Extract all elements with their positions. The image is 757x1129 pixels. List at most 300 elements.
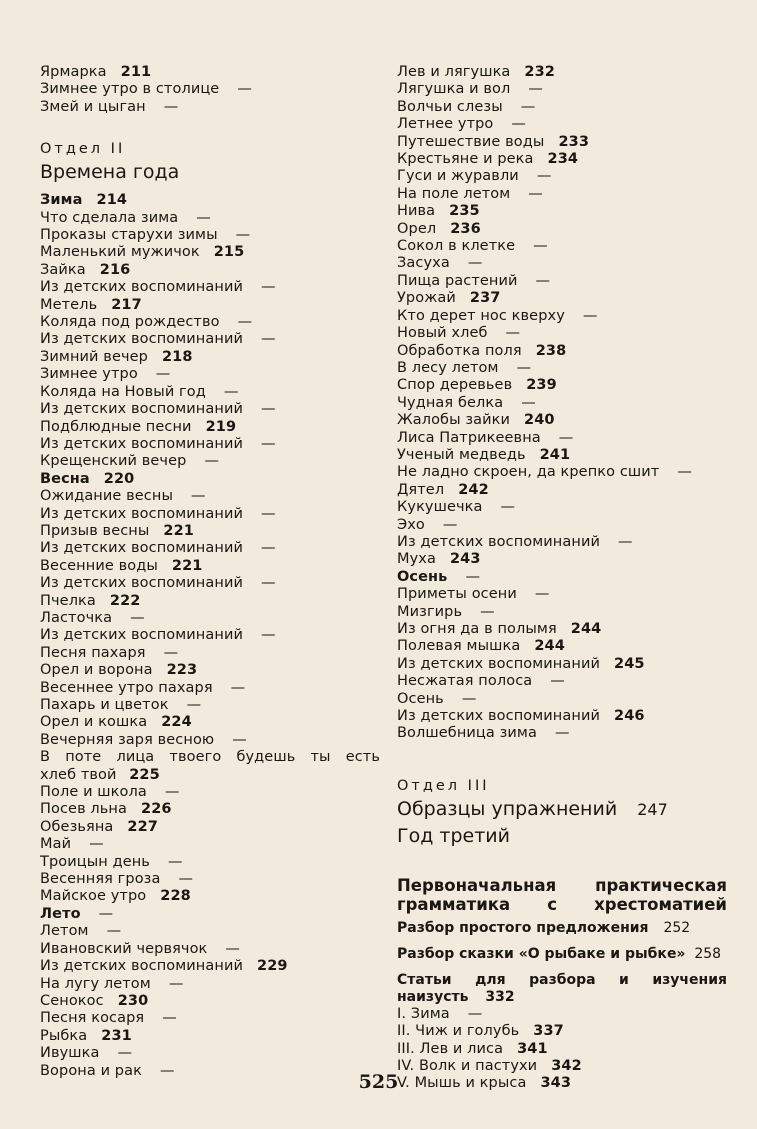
left-entry-page: 214: [96, 192, 128, 209]
right-entry: [397, 447, 727, 464]
left-entry-title: Из детских воспоминаний: [40, 505, 243, 522]
grammar-entry-2-title: Разбор сказки «О рыбаке и рыбке»: [397, 945, 686, 962]
left-entry-title: Из детских воспоминаний: [40, 331, 243, 348]
articles-page: 332: [485, 988, 515, 1005]
articles-line1: Статьи для разбора и изучения: [397, 971, 727, 988]
left-entry: [40, 906, 380, 923]
left-entry-page: —: [159, 1062, 175, 1079]
left-entry: [40, 453, 380, 470]
left-entry: [40, 523, 380, 540]
right-entry: [397, 308, 727, 325]
right-entry-page: —: [521, 394, 536, 411]
right-entry-title: Волшебница зима: [397, 725, 537, 742]
left-entry-page: —: [155, 366, 171, 383]
right-entry-page: —: [461, 690, 477, 707]
left-entry: [40, 819, 380, 836]
left-entry-title: Пчелка: [40, 592, 96, 609]
right-entry: [397, 691, 727, 708]
right-entry-title: Спор деревьев: [397, 377, 513, 394]
left-entry: [40, 262, 380, 279]
left-entry-title: Коляда на Новый год: [40, 383, 206, 400]
left-entry-title: Ивушка: [40, 1045, 100, 1062]
right-entry-page: 245: [614, 655, 645, 672]
left-entry: [40, 227, 380, 244]
left-entry-title: Змей и цыган: [40, 98, 146, 115]
section-3-title-row: [397, 797, 727, 822]
right-entry-page: 239: [526, 377, 557, 394]
roman-entry-page: 341: [517, 1040, 548, 1057]
right-entry-page: 234: [547, 151, 579, 168]
right-entry-page: 246: [614, 708, 645, 725]
right-entry-title: Гуси и журавли: [397, 168, 519, 185]
right-entry: [397, 151, 727, 168]
right-entry-page: 240: [524, 412, 555, 429]
left-entry-title: Весна: [40, 470, 90, 487]
left-entry: [40, 384, 380, 401]
right-entry-title: Летнее утро: [397, 116, 494, 133]
roman-entry-page: —: [467, 1005, 483, 1022]
right-entry-title: Обработка поля: [397, 342, 522, 359]
right-entry-page: —: [480, 603, 495, 620]
left-entries-top: [40, 64, 380, 116]
right-entry: [397, 586, 727, 603]
long-entry-line2-text: хлеб твой: [40, 766, 117, 783]
left-entry-title: Пахарь и цветок: [40, 697, 169, 713]
roman-entry: [397, 1023, 727, 1040]
left-entry-page: —: [261, 401, 276, 418]
left-entry: [40, 801, 380, 818]
left-entry-title: Весенняя гроза: [40, 871, 161, 888]
left-entry-title: Ярмарка: [40, 64, 107, 80]
right-entry: [397, 412, 727, 429]
left-entry: [40, 244, 380, 261]
left-entry-page: 216: [99, 261, 131, 278]
left-entry-page: 224: [161, 714, 192, 731]
right-entry: [397, 517, 727, 534]
left-entry: [40, 941, 380, 958]
left-entry: [40, 854, 380, 871]
right-entry-title: В лесу летом: [397, 359, 499, 376]
right-entry: [397, 168, 727, 185]
left-entry-page: —: [261, 505, 276, 522]
long-entry: [40, 749, 380, 784]
left-entry-title: Из детских воспоминаний: [40, 627, 243, 644]
grammar-entry-1: [397, 920, 727, 937]
right-entry: [397, 238, 727, 255]
right-entry-title: Несжатая полоса: [397, 673, 533, 690]
right-entry: [397, 186, 727, 203]
left-entry: [40, 279, 380, 296]
left-entry-title: Из детских воспоминаний: [40, 540, 243, 557]
left-entry-title: Троицын день: [40, 853, 150, 870]
grammar-entry-1-title: Разбор простого предложения: [397, 919, 649, 936]
left-entry: [40, 976, 380, 993]
left-entry: [40, 871, 380, 888]
right-entry-title: Пища растений: [397, 272, 518, 289]
articles-line2: [397, 989, 727, 1006]
left-entry-page: —: [98, 905, 114, 922]
left-entry-title: Призыв весны: [40, 522, 150, 539]
left-entry: [40, 314, 380, 331]
left-entry-page: —: [261, 575, 276, 592]
left-entry: [40, 888, 380, 905]
left-entry-page: 220: [103, 470, 135, 487]
left-entry: [40, 1045, 380, 1062]
long-entry-page: 225: [129, 766, 160, 783]
left-entry: [40, 1010, 380, 1027]
left-entry-page: 222: [109, 592, 141, 609]
right-entry-title: Засуха: [397, 255, 450, 272]
left-entry-title: Орел и кошка: [40, 714, 148, 731]
right-entry: [397, 708, 727, 725]
right-entry-title: Муха: [397, 551, 436, 568]
left-entries-summer: [40, 784, 380, 1080]
right-entries: [397, 64, 727, 743]
left-entry-title: Посев льна: [40, 801, 128, 818]
right-entry-page: —: [516, 359, 532, 376]
right-entry-title: Из детских воспоминаний: [397, 655, 600, 672]
right-entry: [397, 621, 727, 638]
right-entry-page: —: [535, 272, 551, 289]
section-3-title: Образцы упражнений: [397, 797, 618, 820]
left-entry-page: —: [261, 435, 276, 452]
left-entry-page: 223: [166, 662, 198, 679]
left-entry: [40, 958, 380, 975]
right-entry-title: Волчьи слезы: [397, 98, 503, 115]
left-entry: [40, 210, 380, 227]
right-entry-title: Осень: [397, 568, 448, 585]
left-entry-title: Вечерняя заря весною: [40, 731, 215, 748]
right-entry-title: Эхо: [397, 516, 425, 533]
left-entry: [40, 662, 380, 679]
left-entry-title: Песня косаря: [40, 1010, 145, 1027]
roman-entry-page: 342: [551, 1058, 582, 1075]
right-entry-title: Жалобы зайки: [397, 412, 511, 429]
right-entry-title: Лиса Патрикеевна: [397, 429, 541, 446]
right-entry-page: —: [677, 464, 692, 481]
right-entry-page: —: [505, 325, 521, 342]
right-entry-page: —: [500, 499, 516, 516]
left-entry-title: Ожидание весны: [40, 488, 174, 505]
right-entry-page: —: [550, 673, 565, 690]
left-entry-page: 218: [161, 348, 193, 365]
roman-entry-title: II. Чиж и голубь: [397, 1023, 520, 1040]
right-entry: [397, 395, 727, 412]
left-entry-page: —: [163, 644, 179, 661]
right-entry-title: Из детских воспоминаний: [397, 708, 600, 725]
left-entry-page: —: [232, 731, 247, 748]
right-entry-title: Сокол в клетке: [397, 238, 516, 255]
right-entry-title: Полевая мышка: [397, 638, 521, 655]
page-number: 525: [358, 1071, 399, 1093]
right-entry-page: —: [528, 185, 543, 202]
section-3-subtitle: Год третий: [397, 824, 510, 847]
left-entry: [40, 610, 380, 627]
left-column: [40, 64, 380, 1080]
left-entry-title: Летом: [40, 923, 89, 940]
left-entry-title: Ворона и рак: [40, 1062, 142, 1079]
right-entry-page: —: [618, 533, 633, 550]
left-entry-page: —: [237, 314, 253, 331]
left-entry-page: —: [223, 383, 239, 400]
left-entry-title: Метель: [40, 296, 98, 313]
left-entry-title: Из детских воспоминаний: [40, 401, 243, 418]
left-entry: [40, 64, 380, 81]
right-entry-page: 232: [524, 64, 555, 80]
grammar-heading-line1: Первоначальная практическая: [397, 875, 727, 895]
roman-entry: [397, 1006, 727, 1023]
left-entry-page: —: [106, 923, 122, 940]
left-entry-title: Обезьяна: [40, 818, 114, 835]
roman-entry-page: 343: [540, 1075, 572, 1092]
right-entry-title: Из огня да в полымя: [397, 621, 557, 637]
left-entry: [40, 297, 380, 314]
left-entry-title: Май: [40, 836, 72, 853]
right-entry-page: 241: [539, 446, 571, 463]
left-entry: [40, 680, 380, 697]
left-entry: [40, 784, 380, 801]
right-entry: [397, 569, 727, 586]
left-entry: [40, 540, 380, 557]
left-entry-title: Зимнее утро в столице: [40, 81, 220, 98]
left-entry-page: 221: [171, 557, 203, 574]
left-entry-title: Подблюдные песни: [40, 418, 192, 435]
right-entry-page: —: [582, 307, 598, 324]
section-3-title-page: 247: [637, 799, 668, 819]
left-entry-page: —: [196, 209, 211, 226]
left-entry: [40, 645, 380, 662]
right-entry-page: —: [528, 81, 543, 98]
left-entry: [40, 993, 380, 1010]
left-entry-page: —: [89, 836, 104, 853]
right-entry-title: Нива: [397, 203, 436, 220]
left-entry-page: 227: [127, 818, 158, 835]
left-entry-page: 231: [101, 1027, 132, 1044]
left-entry-page: 219: [205, 418, 237, 435]
left-entry-title: Весеннее утро пахаря: [40, 679, 213, 696]
right-entry-page: —: [442, 516, 458, 533]
right-entry-page: 235: [449, 203, 480, 220]
right-entry: [397, 725, 727, 742]
left-entry: [40, 714, 380, 731]
left-entry: [40, 99, 380, 116]
left-entry-page: —: [178, 871, 194, 888]
right-entry-title: Урожай: [397, 290, 456, 307]
grammar-entry-2-page: 258: [694, 945, 722, 962]
left-entry-page: 221: [163, 522, 194, 539]
left-entry-page: —: [168, 975, 184, 992]
right-entry: [397, 430, 727, 447]
right-entry-title: Осень: [397, 690, 444, 707]
left-entry: [40, 436, 380, 453]
right-entry-page: —: [536, 168, 552, 185]
right-entry-page: 244: [570, 621, 602, 637]
right-entry-page: —: [511, 116, 527, 133]
left-entry-page: —: [261, 331, 276, 348]
right-entry: [397, 64, 727, 81]
right-entry: [397, 343, 727, 360]
left-entry-page: —: [261, 279, 276, 296]
right-entry-title: Орел: [397, 220, 437, 237]
right-entry: [397, 551, 727, 568]
left-entry-page: 226: [141, 801, 172, 818]
right-entry: [397, 325, 727, 342]
right-entry: [397, 203, 727, 220]
right-entry-title: Из детских воспоминаний: [397, 533, 600, 550]
left-entry-page: —: [261, 540, 276, 557]
left-entry-title: Коляда под рождество: [40, 314, 220, 331]
roman-entry-page: 337: [533, 1023, 564, 1040]
left-entry-page: —: [204, 453, 220, 470]
left-entry-page: 211: [120, 64, 152, 80]
right-column: [397, 64, 727, 1093]
right-entry-title: Приметы осени: [397, 586, 517, 603]
roman-entry: [397, 1041, 727, 1058]
right-entry: [397, 81, 727, 98]
left-entry-title: Крещенский вечер: [40, 453, 187, 470]
left-entry-title: Зимнее утро: [40, 366, 138, 383]
right-entry: [397, 99, 727, 116]
right-entry-page: —: [520, 98, 536, 115]
long-entry-line2: [40, 767, 380, 784]
left-entry-page: 217: [111, 296, 142, 313]
left-entry-title: Ивановский червячок: [40, 940, 208, 957]
left-entry-title: Маленький мужичок: [40, 244, 200, 261]
right-entry: [397, 499, 727, 516]
left-entry-title: Зайка: [40, 261, 86, 278]
left-entry-title: Что сделала зима: [40, 209, 179, 226]
left-entry-page: —: [163, 98, 179, 115]
left-entry-page: —: [225, 940, 241, 957]
right-entry: [397, 464, 727, 481]
left-entry-title: Зимний вечер: [40, 348, 148, 365]
roman-entry-title: V. Мышь и крыса: [397, 1075, 527, 1092]
right-entry-title: Лягушка и вол: [397, 81, 511, 98]
left-entry-page: —: [117, 1045, 133, 1062]
left-entry: [40, 401, 380, 418]
left-entry: [40, 732, 380, 749]
left-entry: [40, 349, 380, 366]
left-entry-page: —: [167, 853, 183, 870]
left-entry: [40, 627, 380, 644]
right-entry-title: Крестьяне и река: [397, 151, 534, 168]
left-entry: [40, 593, 380, 610]
left-entry: [40, 419, 380, 436]
left-entry: [40, 1028, 380, 1045]
right-entry: [397, 221, 727, 238]
right-entry-page: —: [534, 586, 550, 603]
left-entries-seasons: [40, 192, 380, 749]
right-entry-title: Не ладно скроен, да крепко сшит: [397, 464, 660, 481]
right-entry-title: Чудная белка: [397, 394, 504, 411]
right-entry-title: Ученый медведь: [397, 446, 526, 463]
left-entry: [40, 575, 380, 592]
left-entry: [40, 558, 380, 575]
left-entry: [40, 331, 380, 348]
right-entry-page: —: [533, 238, 548, 255]
left-entry-title: На лугу летом: [40, 975, 151, 992]
right-entry-page: 233: [558, 133, 590, 150]
right-entry: [397, 290, 727, 307]
left-entry-page: —: [164, 784, 180, 801]
left-entry: [40, 366, 380, 383]
left-entry-title: Весенние воды: [40, 557, 158, 574]
left-entry: [40, 192, 380, 209]
left-entry-title: Песня пахаря: [40, 644, 146, 661]
left-entry-page: —: [162, 1010, 177, 1027]
right-entry: [397, 673, 727, 690]
left-entry-page: —: [261, 627, 276, 644]
left-entry-page: 228: [160, 888, 191, 905]
right-entry-page: —: [558, 429, 574, 446]
left-entry-title: Орел и ворона: [40, 662, 153, 679]
left-entry-page: —: [230, 679, 246, 696]
left-entry: [40, 836, 380, 853]
left-entry-title: Из детских воспоминаний: [40, 575, 243, 592]
right-entry: [397, 534, 727, 551]
left-entry-page: 215: [213, 244, 245, 261]
right-entry-page: 238: [535, 342, 567, 359]
right-entry: [397, 604, 727, 621]
grammar-entry-2: [397, 946, 727, 963]
right-entry-page: 243: [449, 551, 481, 568]
left-entry-title: Из детских воспоминаний: [40, 435, 243, 452]
left-entry-page: 229: [257, 958, 288, 975]
section-3-label: Отдел III: [397, 777, 490, 794]
left-entry: [40, 81, 380, 98]
left-entry-title: Лето: [40, 905, 81, 922]
roman-entry-title: I. Зима: [397, 1005, 450, 1022]
right-entry: [397, 116, 727, 133]
right-entry: [397, 656, 727, 673]
left-entry-title: Ласточка: [40, 609, 113, 626]
left-entry: [40, 506, 380, 523]
left-entry-page: —: [186, 697, 202, 713]
right-entry: [397, 273, 727, 290]
right-entry: [397, 134, 727, 151]
left-entry-page: 230: [117, 992, 149, 1009]
left-entry-title: Поле и школа: [40, 784, 147, 801]
left-entry-page: —: [130, 609, 145, 626]
left-entry-title: Рыбка: [40, 1027, 88, 1044]
left-entry-page: —: [235, 227, 251, 244]
left-entry-title: Из детских воспоминаний: [40, 279, 243, 296]
left-entry: [40, 697, 380, 714]
right-entry-title: Лев и лягушка: [397, 64, 511, 80]
roman-entry-title: IV. Волк и пастухи: [397, 1058, 538, 1075]
right-entry: [397, 255, 727, 272]
right-entry-page: 236: [450, 220, 481, 237]
long-entry-line1: В поте лица твоего будешь ты есть: [40, 749, 380, 766]
right-entry-page: 237: [469, 290, 501, 307]
grammar-entry-1-page: 252: [663, 919, 691, 936]
right-entry-page: 242: [458, 481, 489, 498]
left-entry-title: Проказы старухи зимы: [40, 227, 218, 244]
left-entry: [40, 488, 380, 505]
roman-entry-title: III. Лев и лиса: [397, 1040, 504, 1057]
right-entry-title: Кукушечка: [397, 499, 483, 516]
section-2-label: Отдел II: [40, 141, 126, 158]
right-entry-title: Путешествие воды: [397, 133, 545, 150]
left-entry-title: Майское утро: [40, 888, 147, 905]
right-entry-title: На поле летом: [397, 185, 511, 202]
right-entry-page: —: [554, 725, 570, 742]
left-entry: [40, 471, 380, 488]
left-entry-page: —: [237, 81, 252, 98]
left-entry-title: Сенокос: [40, 992, 104, 1009]
right-entry-title: Мизгирь: [397, 603, 463, 620]
section-2-title: Времена года: [40, 161, 180, 184]
